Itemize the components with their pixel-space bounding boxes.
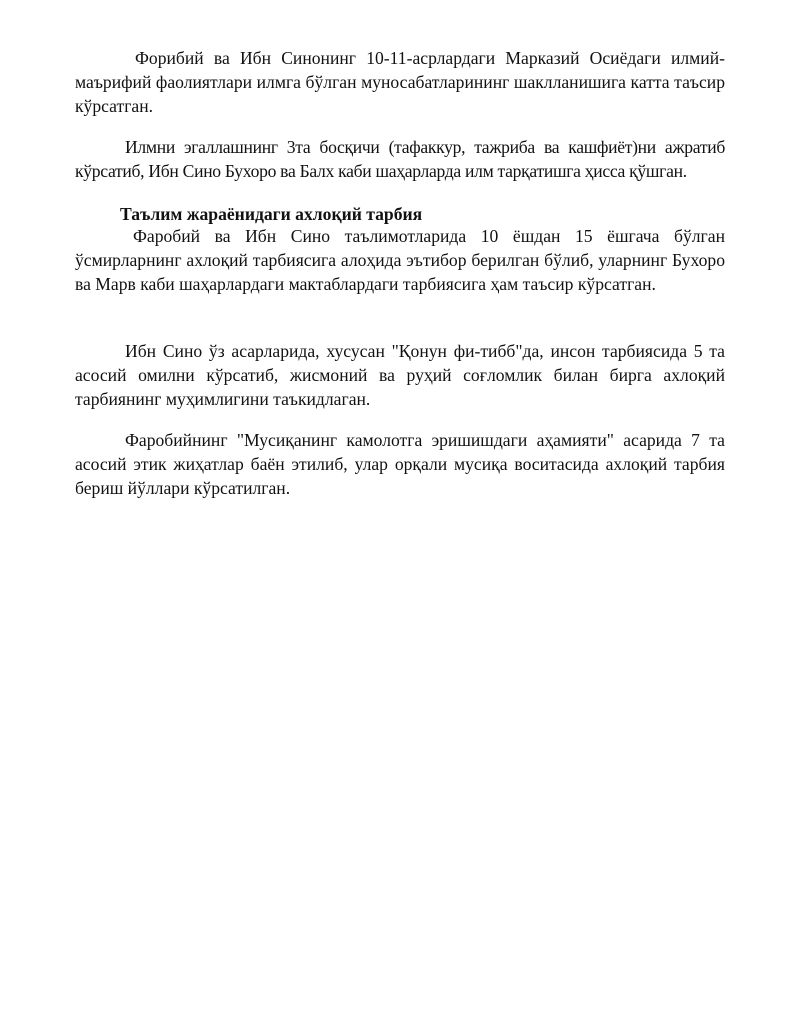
- paragraph-three-stages-of-knowledge: Илмни эгаллашнинг 3та босқичи (тафаккур, тажриба ва кашфиёт)ни ажратиб кўрсатиб, Ибн Сино Бухоро ва Балх каби шаҳарларда илм тарқатишга ҳисса қўшган.: [75, 137, 725, 181]
- section-heading: Таълим жараёнидаги ахлоқий тарбия: [120, 204, 423, 224]
- paragraph-adolescent-moral-education: Фаробий ва Ибн Сино таълимотларида 10 ёшдан 15 ёшгача бўлган ўсмирларнинг ахлоқий тарбиясига алоҳида эътибор берилган бўлиб, уларнинг Бухоро ва Марв каби шаҳарлардаги мактаблардаги тарбиясига ҳам таъсир кўрсатган.: [75, 226, 725, 294]
- paragraph-music-treatise: Фаробийнинг "Мусиқанинг камолотга эришишдаги аҳамияти" асарида 7 та асосий этик жиҳатлар баён этилиб, улар орқали мусиқа воситасида ахлоқий тарбия бериш йўллари кўрсатилган.: [75, 430, 725, 498]
- paragraph-canon-of-medicine: Ибн Сино ўз асарларида, хусусан "Қонун фи-тибб"да, инсон тарбиясида 5 та асосий омилни кўрсатиб, жисмоний ва руҳий соғломлик билан бирга ахлоқий тарбиянинг муҳимлигини таъкидлаган.: [75, 341, 725, 409]
- document-page: [75, 0, 725, 1035]
- paragraph-farobi-ibn-sino-activity: Форибий ва Ибн Синонинг 10-11-асрлардаги Марказий Осиёдаги илмий-маърифий фаолиятлари илмга бўлган муносабатларининг шаклланишига катта таъсир кўрсатган.: [75, 48, 725, 116]
